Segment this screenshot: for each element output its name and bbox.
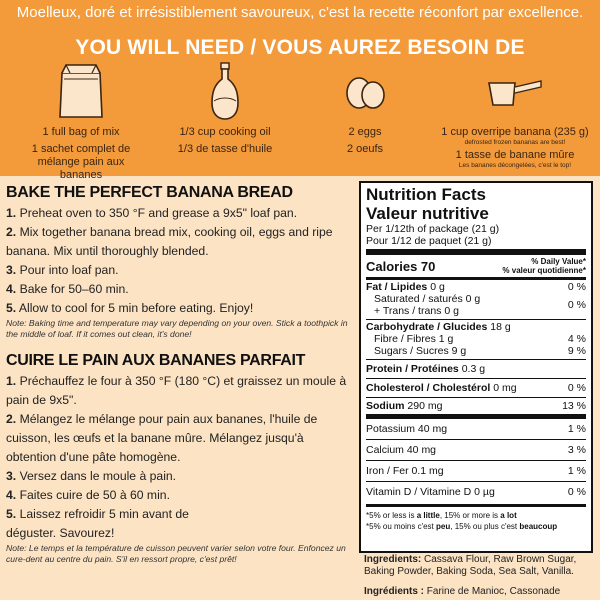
french-step: 2. Mélangez le mélange pour pain aux bananes, l'huile de cuisson, les œufs et la banane mûre. Mélangez jusqu'à obtention d'une pâte homogène. — [6, 412, 318, 464]
ingredient-bag — [20, 60, 142, 182]
tagline: Moelleux, doré et irrésistiblement savoureux, c'est la recette réconfort par excellence. — [16, 4, 584, 21]
ingredient-fr-note: Les bananes décongelées, c'est le top! — [458, 162, 572, 169]
header-banner — [0, 0, 600, 181]
english-step: 1. Preheat oven to 350 °F and grease a 9x5" loaf pan. — [6, 206, 298, 220]
saturated-trans-row: Saturated / saturés 0 g + Trans / trans 0 g 0 % — [374, 293, 586, 317]
french-title: CUIRE LE PAIN AUX BANANES PARFAIT — [6, 352, 306, 369]
french-step: 5. Laissez refroidir 5 min avant de déguster. Savourez! — [6, 507, 189, 540]
potassium-row: Potassium 40 mg 1 % — [366, 423, 586, 435]
english-step: 5. Allow to cool for 5 min before eating. Enjoy! — [6, 301, 254, 315]
ingredient-fr: 1 tasse de banane mûre — [455, 149, 575, 161]
french-note: Note: Le temps et la température de cuisson peuvent varier selon votre four. Enfoncez un cure-dent au centre du pain. S'il en ressort propre, c'est prêt! — [6, 543, 346, 564]
footnote-en: *5% or less is a little, 15% or more is a lot — [366, 511, 517, 520]
protein-row: Protein / Protéines 0.3 g — [366, 363, 486, 375]
ingredients-list — [364, 554, 596, 598]
nutrition-title-fr: Valeur nutritive — [366, 204, 489, 223]
english-step: 2. Mix together banana bread mix, cooking oil, eggs and ripe banana. Mix until thoroughly blended. — [6, 225, 333, 258]
ingredient-eggs — [310, 60, 420, 156]
eggs-icon — [310, 60, 420, 122]
iron-row: Iron / Fer 0.1 mg 1 % — [366, 465, 586, 477]
nutrition-facts-table — [359, 181, 593, 553]
french-step: 4. Faites cuire de 50 à 60 min. — [6, 488, 170, 502]
ingredient-fr: 1 sachet complet de mélange pain aux bananes — [31, 143, 131, 181]
sugars-row: Sugars / Sucres 9 g 9 % — [374, 345, 586, 357]
ingredient-banana — [440, 60, 590, 170]
fibre-row: Fibre / Fibres 1 g 4 % — [374, 333, 586, 345]
ingredient-en: 1 cup overripe banana (235 g) — [441, 126, 589, 138]
french-step: 1. Préchauffez le four à 350 °F (180 °C) et graissez un moule à pain de 9x5". — [6, 374, 347, 407]
sodium-row: Sodium 290 mg 13 % — [366, 400, 586, 412]
ingredients-en: Ingredients: Cassava Flour, Raw Brown Sugar, Baking Powder, Baking Soda, Sea Salt, Vanilla. — [364, 554, 577, 577]
calories: Calories 70 — [366, 258, 436, 274]
you-will-need-title: YOU WILL NEED / VOUS AUREZ BESOIN DE — [75, 36, 525, 59]
ingredient-fr: 1/3 de tasse d'huile — [177, 143, 273, 155]
ingredient-en-note: defrosted frozen bananas are best! — [464, 139, 566, 146]
english-step: 4. Bake for 50–60 min. — [6, 282, 129, 296]
french-step: 3. Versez dans le moule à pain. — [6, 469, 177, 483]
english-step: 3. Pour into loaf pan. — [6, 263, 119, 277]
measuring-cup-icon — [440, 60, 590, 122]
footnote-fr: *5% ou moins c'est peu, 15% ou plus c'est beaucoup — [366, 522, 558, 531]
nutrition-title-en: Nutrition Facts — [366, 185, 486, 204]
serving-size-fr: Pour 1/12 de paquet (21 g) — [366, 235, 492, 247]
instructions — [6, 184, 350, 565]
ingredient-fr: 2 oeufs — [346, 143, 384, 155]
bag-icon — [20, 60, 142, 122]
serving-size-en: Per 1/12th of package (21 g) — [366, 223, 500, 235]
daily-value-fr: % valeur quotidienne* — [502, 266, 586, 275]
oil-bottle-icon — [160, 60, 290, 122]
fat-row: Fat / Lipides 0 g 0 % — [366, 281, 586, 293]
english-title: BAKE THE PERFECT BANANA BREAD — [6, 184, 293, 201]
carbohydrate-row: Carbohydrate / Glucides 18 g — [366, 321, 511, 333]
vitamin-d-row: Vitamin D / Vitamine D 0 µg 0 % — [366, 486, 586, 498]
calcium-row: Calcium 40 mg 3 % — [366, 444, 586, 456]
ingredients-fr: Ingrédients : Farine de Manioc, Cassonade — [364, 586, 561, 597]
daily-value-en: % Daily Value* — [531, 257, 586, 266]
english-note: Note: Baking time and temperature may vary depending on your oven. Stick a toothpick in the middle of loaf. If it comes out clean, it's done! — [6, 318, 348, 339]
cholesterol-row: Cholesterol / Cholestérol 0 mg 0 % — [366, 382, 586, 394]
ingredient-en: 1/3 cup cooking oil — [179, 126, 271, 138]
ingredient-en: 2 eggs — [348, 126, 382, 138]
ingredient-oil — [160, 60, 290, 156]
ingredient-en: 1 full bag of mix — [42, 126, 120, 138]
